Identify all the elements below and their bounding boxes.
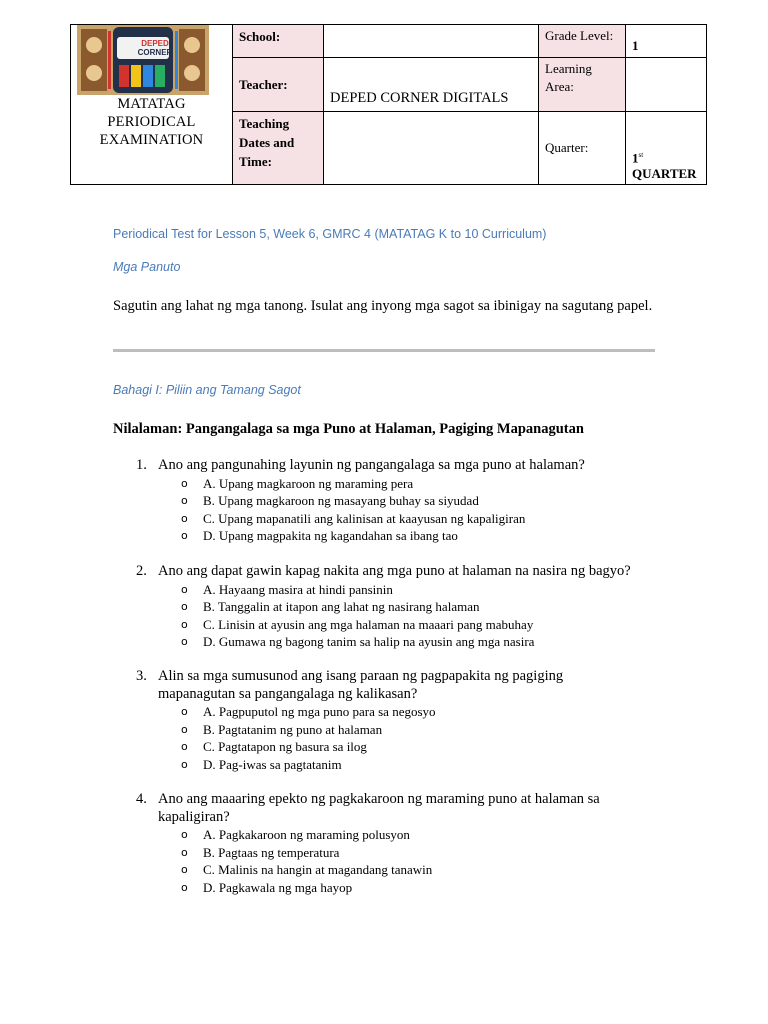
option-a[interactable] [130, 475, 690, 493]
option-label: D. Upang magpakita ng kagandahan sa ibang tao [203, 528, 458, 543]
exam-title-line: MATATAG [117, 96, 186, 112]
question-number: 1. [136, 457, 147, 473]
school-field[interactable] [324, 25, 539, 58]
option-b[interactable] [130, 721, 690, 739]
content-title: Nilalaman: Pangangalaga sa mga Puno at Halaman, Pagiging Mapanagutan [113, 421, 584, 437]
learning-area-label [539, 58, 626, 112]
option-label: B. Upang magkaroon ng masayang buhay sa siyudad [203, 493, 479, 508]
bullet-icon: o [181, 722, 188, 736]
quarter-label: Quarter: [539, 112, 626, 185]
learning-area-value[interactable] [626, 58, 707, 112]
question-text [130, 668, 618, 703]
option-c[interactable] [130, 616, 690, 634]
question-text [130, 457, 690, 475]
quarter-word: QUARTER [632, 166, 697, 181]
grade-level-label: Grade Level: [539, 25, 626, 58]
quarter-number: 1 [632, 150, 639, 165]
option-b[interactable] [130, 844, 690, 862]
question-stem: Ano ang dapat gawin kapag nakita ang mga puno at halaman na nasira ng bagyo? [158, 563, 631, 579]
instructions-text: Sagutin ang lahat ng mga tanong. Isulat ang inyong mga sagot sa ibinigay na sagutang papel. [113, 298, 653, 314]
grade-level-value[interactable]: 1 [626, 25, 707, 58]
bullet-icon: o [181, 845, 188, 859]
option-a[interactable] [130, 703, 690, 721]
logo-text-2: CORNER [137, 48, 173, 57]
deped-corner-logo [77, 25, 209, 95]
school-label: School: [233, 25, 324, 58]
teaching-dates-field[interactable] [324, 112, 539, 185]
teaching-dates-label-line: Teaching [239, 116, 290, 131]
question-stem: Ano ang pangunahing layunin ng pangangalaga sa mga puno at halaman? [158, 457, 585, 473]
question-text [130, 791, 658, 826]
teacher-label: Teacher: [233, 58, 324, 112]
option-label: A. Hayaang masira at hindi pansinin [203, 581, 393, 597]
instructions-heading: Mga Panuto [113, 260, 181, 274]
option-label: D. Pagkawala ng mga hayop [203, 879, 353, 895]
option-label: A. Pagpuputol ng mga puno para sa negosyo [203, 704, 436, 719]
bullet-icon: o [181, 880, 188, 894]
quarter-value[interactable] [626, 112, 707, 185]
quarter-suffix: st [638, 150, 644, 159]
option-label: B. Pagtatanim ng puno at halaman [203, 721, 383, 737]
question-text [130, 563, 690, 581]
option-c[interactable] [130, 510, 690, 528]
option-c[interactable] [130, 738, 690, 756]
option-b[interactable] [130, 492, 690, 510]
bullet-icon: o [181, 529, 188, 542]
option-b[interactable] [130, 598, 690, 616]
teaching-dates-label-line: Time: [239, 154, 272, 169]
bullet-icon: o [181, 600, 188, 613]
option-d[interactable] [130, 879, 690, 897]
question-3 [130, 668, 690, 773]
exam-title-line: PERIODICAL [107, 114, 196, 130]
header-table [70, 24, 707, 185]
question-number: 3. [136, 668, 147, 684]
teacher-value: DEPED CORNER DIGITALS [330, 90, 509, 106]
option-c[interactable] [130, 861, 690, 879]
question-stem: Ano ang maaaring epekto ng pagkakaroon ng maraming puno at halaman sa kapaligiran? [158, 791, 600, 825]
option-d[interactable] [130, 633, 690, 651]
bullet-icon: o [181, 635, 188, 648]
teacher-field[interactable] [324, 58, 539, 112]
option-label: A. Upang magkaroon ng maraming pera [203, 475, 414, 491]
option-label: B. Tanggalin at itapon ang lahat ng nasirang halaman [203, 599, 480, 614]
question-4 [130, 791, 690, 896]
question-number: 2. [136, 563, 147, 579]
option-label: D. Pag-iwas sa pagtatanim [203, 756, 342, 772]
horizontal-rule [113, 349, 655, 352]
option-a[interactable] [130, 581, 690, 599]
part-heading: Bahagi I: Piliin ang Tamang Sagot [113, 383, 301, 397]
option-label: A. Pagkakaroon ng maraming polusyon [203, 827, 410, 842]
teaching-dates-label-line: Dates and [239, 135, 295, 150]
learning-area-label-line: Area: [545, 79, 574, 94]
bullet-icon: o [181, 863, 188, 876]
logo-text-1: DEPED [141, 39, 169, 48]
question-1 [130, 457, 690, 545]
bullet-icon: o [181, 617, 188, 631]
bullet-icon: o [181, 476, 188, 490]
option-label: C. Linisin at ayusin ang mga halaman na maaari pang mabuhay [203, 616, 534, 632]
bullet-icon: o [181, 828, 188, 841]
question-2 [130, 563, 690, 651]
exam-title-line: EXAMINATION [99, 132, 204, 148]
question-stem: Alin sa mga sumusunod ang isang paraan ng pagpapakita ng pagiging mapanagutan sa pangangalaga ng kalikasan? [158, 668, 564, 702]
test-title: Periodical Test for Lesson 5, Week 6, GMRC 4 (MATATAG K to 10 Curriculum) [113, 227, 547, 241]
bullet-icon: o [181, 740, 188, 753]
option-label: C. Malinis na hangin at magandang tanawin [203, 862, 433, 877]
bullet-icon: o [181, 757, 188, 771]
logo-cell [71, 25, 233, 185]
bullet-icon: o [181, 511, 188, 525]
option-d[interactable] [130, 756, 690, 774]
option-label: D. Gumawa ng bagong tanim sa halip na ayusin ang mga nasira [203, 634, 535, 649]
bullet-icon: o [181, 705, 188, 718]
option-label: C. Upang mapanatili ang kalinisan at kaayusan ng kapaligiran [203, 510, 526, 526]
bullet-icon: o [181, 582, 188, 596]
option-label: B. Pagtaas ng temperatura [203, 844, 340, 860]
exam-title [71, 95, 232, 149]
option-a[interactable] [130, 826, 690, 844]
learning-area-label-line: Learning [545, 61, 592, 76]
bullet-icon: o [181, 494, 188, 507]
option-d[interactable] [130, 527, 690, 545]
question-number: 4. [136, 791, 147, 807]
option-label: C. Pagtatapon ng basura sa ilog [203, 739, 367, 754]
quarter-value-top [632, 147, 700, 166]
teaching-dates-label [233, 112, 324, 185]
